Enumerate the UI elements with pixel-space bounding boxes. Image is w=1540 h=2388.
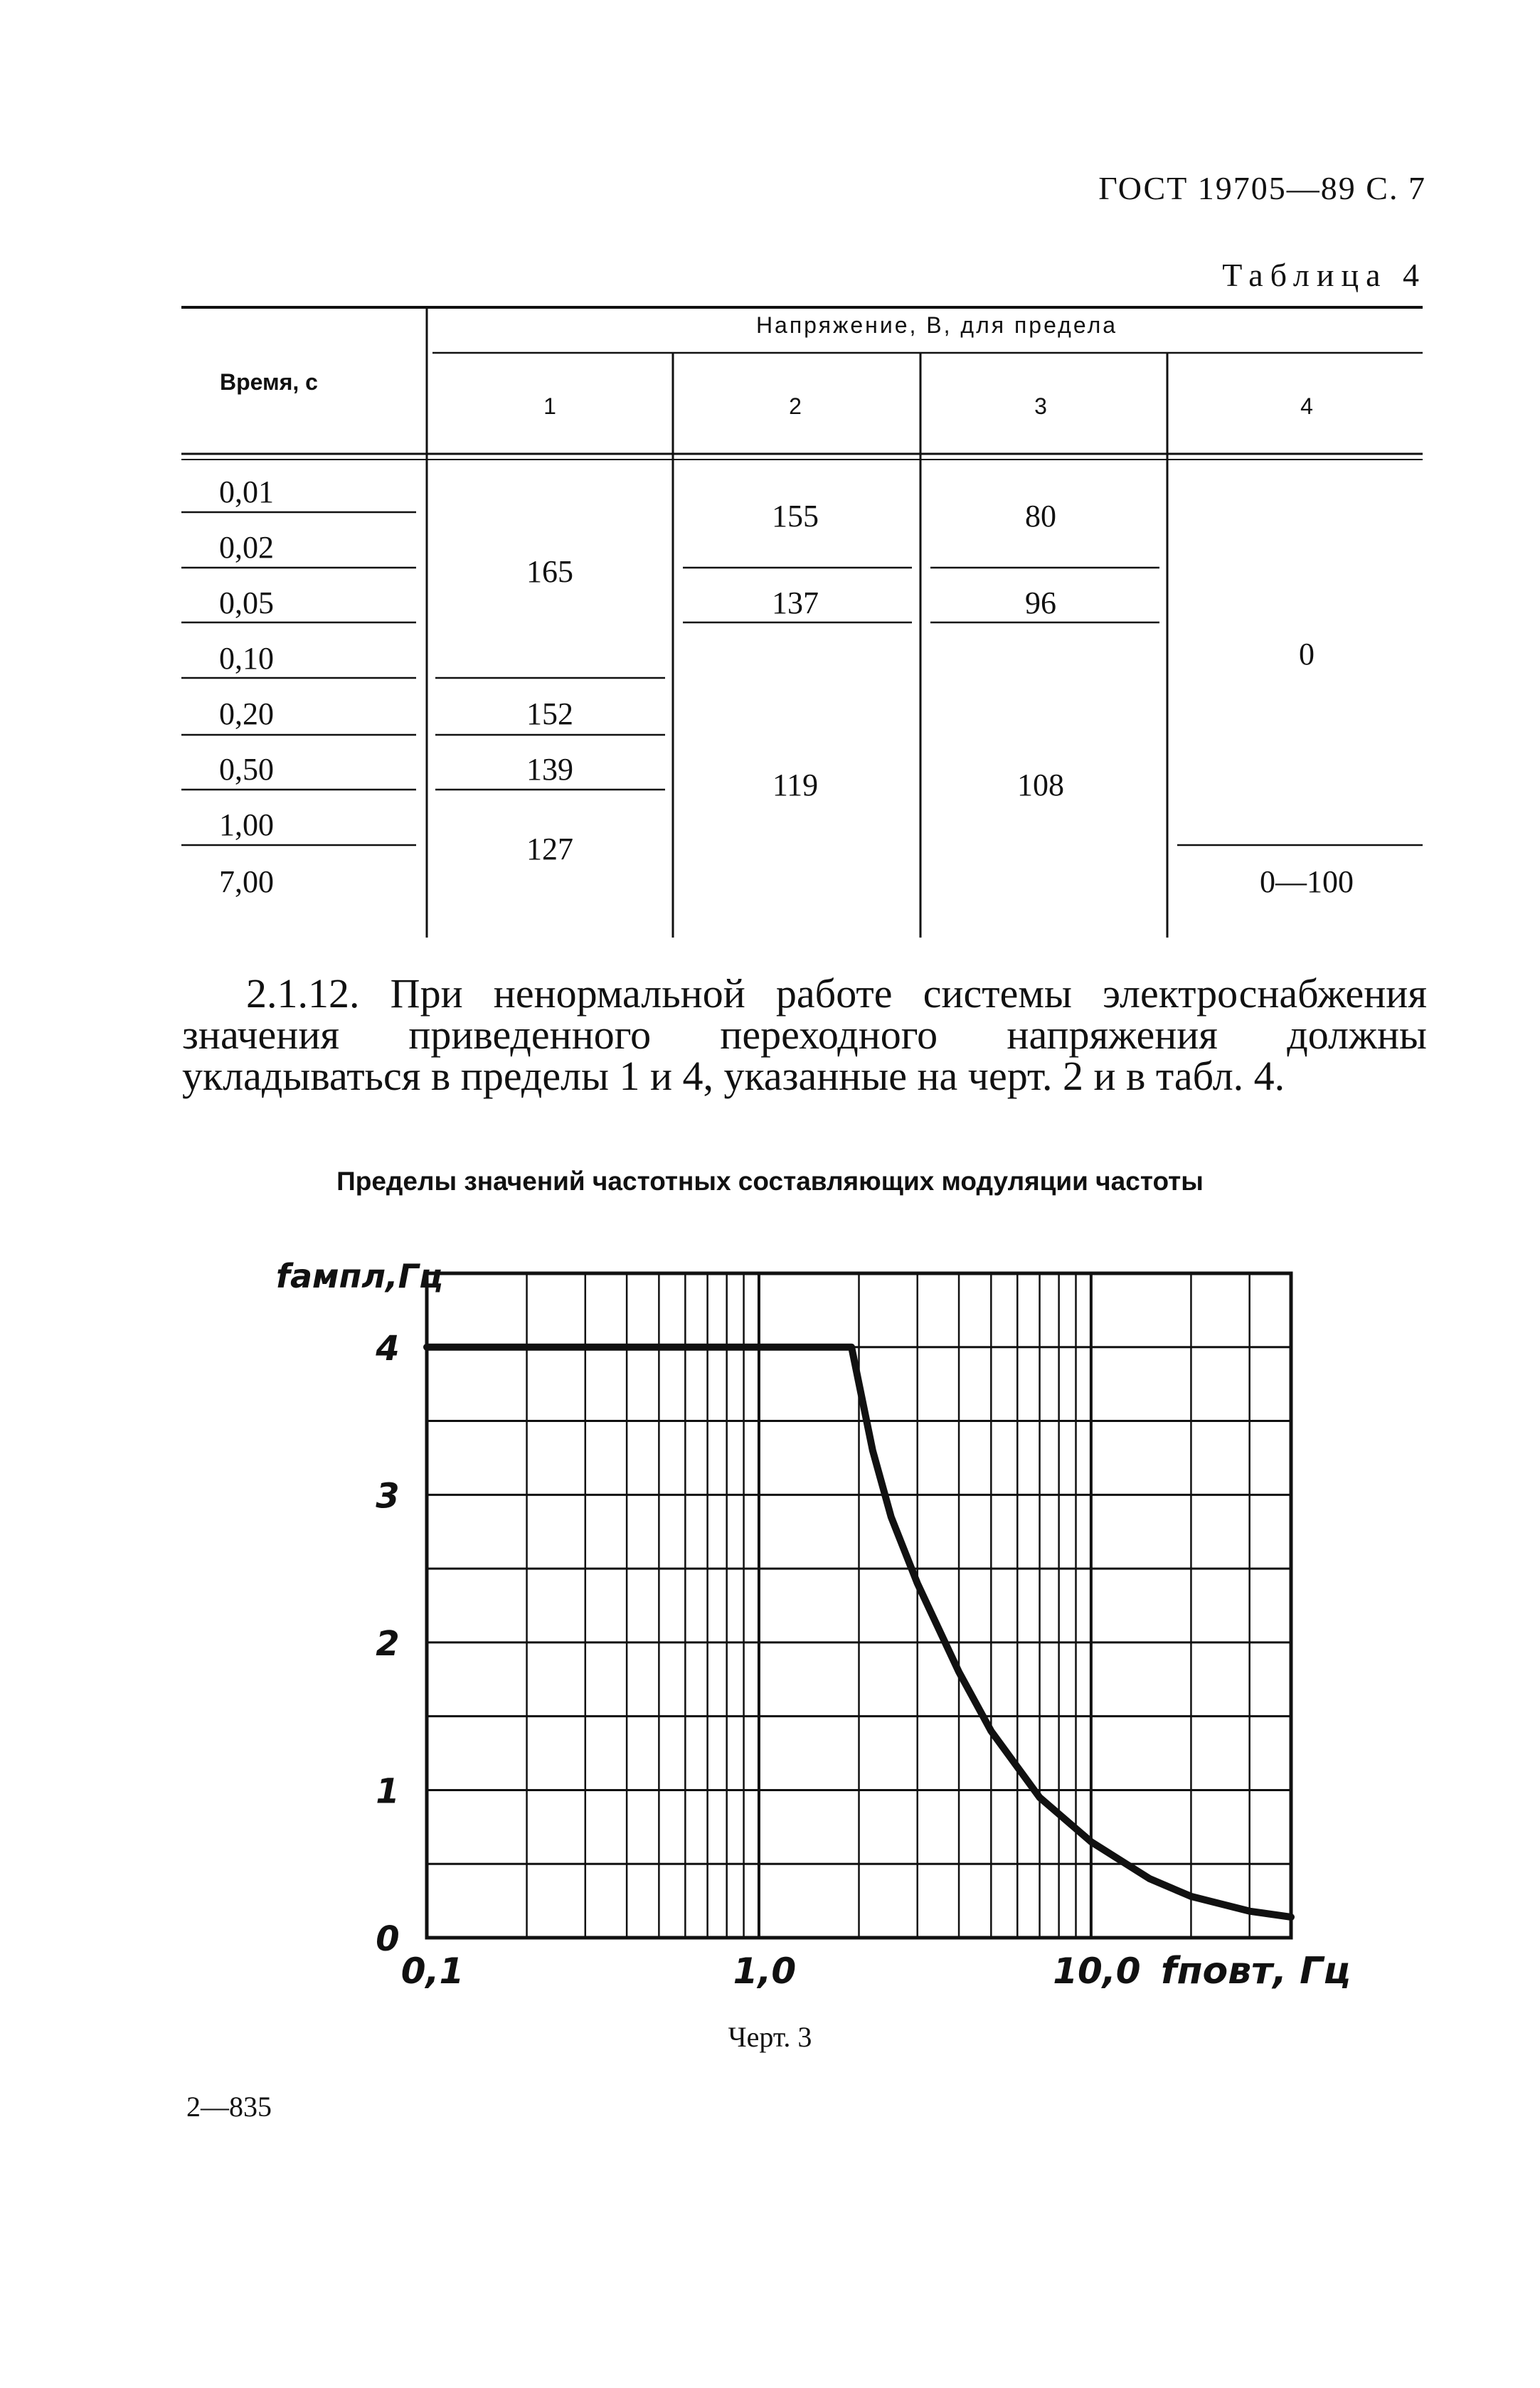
time-cell: 0,02 [219, 530, 274, 565]
voltage-cell: 152 [526, 696, 573, 731]
table-caption: Таблица 4 [1222, 257, 1426, 293]
time-cell: 0,10 [219, 641, 274, 676]
page-number: 2—835 [186, 2091, 272, 2123]
voltage-group-header: Напряжение, В, для предела [755, 312, 1118, 338]
time-column-header: Время, с [220, 369, 318, 395]
voltage-cell: 108 [1017, 768, 1064, 802]
limit-3-header: 3 [1034, 393, 1047, 419]
voltage-cell: 119 [772, 768, 819, 802]
voltage-cell: 139 [526, 752, 573, 787]
limit-4-header: 4 [1300, 393, 1313, 419]
voltage-cell: 80 [1025, 499, 1056, 534]
y-tick-label: 4 [376, 1328, 400, 1369]
time-cell: 7,00 [219, 864, 274, 899]
x-axis-label: fповт, Гц [1161, 1950, 1351, 1992]
time-cell: 0,05 [219, 585, 274, 620]
voltage-cell: 0 [1299, 637, 1315, 672]
voltage-cell: 155 [772, 499, 819, 534]
clause-text: 2.1.12. При ненормальной работе системы электроснабжения значения приведенного переходного напряжения должны укладываться в пределы 1 и 4, указанные на черт. 2 и в табл. 4. [182, 970, 1427, 1099]
y-tick-label: 1 [376, 1771, 400, 1812]
voltage-cell: 137 [772, 585, 819, 620]
time-cell: 0,01 [219, 474, 274, 509]
time-cell: 0,20 [219, 696, 274, 731]
y-tick-labels [375, 1329, 399, 1959]
x-tick-labels [401, 1951, 1141, 1992]
document-code: ГОСТ 19705—89 С. 7 [1098, 170, 1426, 206]
voltage-cell: 0—100 [1260, 864, 1354, 899]
y-tick-label: 3 [376, 1476, 400, 1517]
y-axis-label: fампл,Гц [276, 1257, 444, 1295]
time-cell: 0,50 [219, 752, 274, 787]
voltage-cell: 96 [1025, 585, 1056, 620]
y-tick-label: 2 [376, 1623, 400, 1664]
limit-2-header: 2 [789, 393, 802, 419]
voltage-cell: 165 [526, 554, 573, 589]
time-cell: 1,00 [219, 807, 274, 842]
voltage-cell: 127 [526, 832, 573, 866]
x-tick-label: 0,1 [400, 1951, 464, 1992]
x-tick-label: 10,0 [1053, 1951, 1141, 1992]
x-tick-label: 1,0 [733, 1951, 797, 1992]
chart-title: Пределы значений частотных составляющих модуляции частоты [336, 1167, 1204, 1196]
chart-caption: Черт. 3 [728, 2021, 812, 2053]
y-tick-label: 0 [376, 1919, 400, 1959]
limit-1-header: 1 [543, 393, 556, 419]
